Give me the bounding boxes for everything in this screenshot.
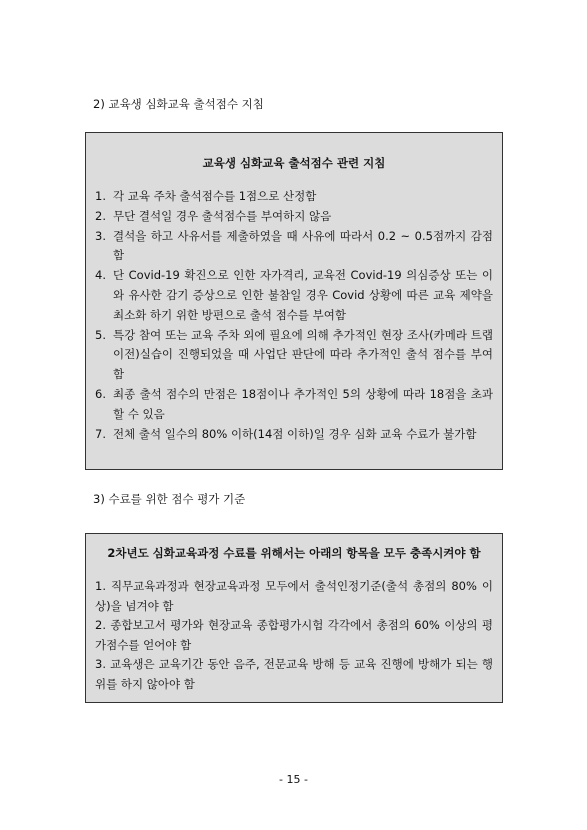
guideline-item-text: 각 교육 주차 출석점수를 1점으로 산정함 — [113, 189, 317, 203]
completion-criteria-box — [85, 533, 503, 703]
completion-criteria-list — [95, 577, 493, 695]
guideline-item — [95, 187, 493, 207]
guideline-item-number: 7. — [95, 426, 106, 441]
criteria-item: 3. 교육생은 교육기간 동안 음주, 전문교육 방해 등 교육 진행에 방해가 되는 행위를 하지 않아야 함 — [95, 657, 493, 691]
attendance-guideline-box — [85, 132, 503, 470]
guideline-item-number: 2. — [95, 208, 106, 223]
guideline-item — [95, 425, 493, 445]
guideline-item-text: 전체 출석 일수의 80% 이하(14점 이하)일 경우 심화 교육 수료가 불가함 — [113, 426, 477, 441]
guideline-item-text: 특강 참여 또는 교육 주차 외에 필요에 의해 추가적인 현장 조사(카메라 트랩 이전)실습이 진행되었을 때 사업단 판단에 따라 추가적인 출석 점수를 부여함 — [113, 327, 493, 382]
completion-criteria-title: 2차년도 심화교육과정 수료를 위해서는 아래의 항목을 모두 충족시켜야 함 — [107, 546, 481, 560]
attendance-guideline-list — [95, 187, 493, 444]
guideline-item — [95, 326, 493, 385]
guideline-item — [95, 385, 493, 425]
guideline-item — [95, 207, 493, 227]
section-3-heading: 3) 수료를 위한 점수 평가 기준 — [93, 492, 246, 506]
criteria-item: 1. 직무교육과정과 현장교육과정 모두에서 출석인정기준(출석 총점의 80% 이상)을 넘겨야 함 — [95, 579, 493, 613]
guideline-item-number: 3. — [95, 228, 106, 243]
guideline-item-text: 결석을 하고 사유서를 제출하였을 때 사유에 따라서 0.2 ~ 0.5점까지 감점함 — [113, 228, 493, 263]
guideline-item-text: 무단 결석일 경우 출석점수를 부여하지 않음 — [113, 208, 332, 223]
attendance-guideline-title: 교육생 심화교육 출석점수 관련 지침 — [202, 156, 386, 170]
guideline-item-number: 6. — [95, 386, 106, 401]
guideline-item-number: 5. — [95, 327, 106, 342]
section-2-heading: 2) 교육생 심화교육 출석점수 지침 — [93, 97, 264, 111]
guideline-item — [95, 266, 493, 325]
page-number: - 15 - — [279, 773, 308, 786]
guideline-item-number: 1. — [95, 189, 106, 203]
guideline-item-text: 최종 출석 점수의 만점은 18점이나 추가적인 5의 상황에 따라 18점을 초과할 수 있음 — [113, 386, 493, 421]
guideline-item — [95, 227, 493, 267]
criteria-item: 2. 종합보고서 평가와 현장교육 종합평가시험 각각에서 총점의 60% 이상의 평가점수를 얻어야 함 — [95, 618, 493, 652]
guideline-item-number: 4. — [95, 268, 106, 283]
guideline-item-text: 단 Covid-19 확진으로 인한 자가격리, 교육전 Covid-19 의심증상 또는 이와 유사한 감기 증상으로 인한 불참일 경우 Covid 상황에 따른 교육 제약을 최소화 하기 위한 방편으로 출석 점수를 부여함 — [113, 268, 493, 322]
